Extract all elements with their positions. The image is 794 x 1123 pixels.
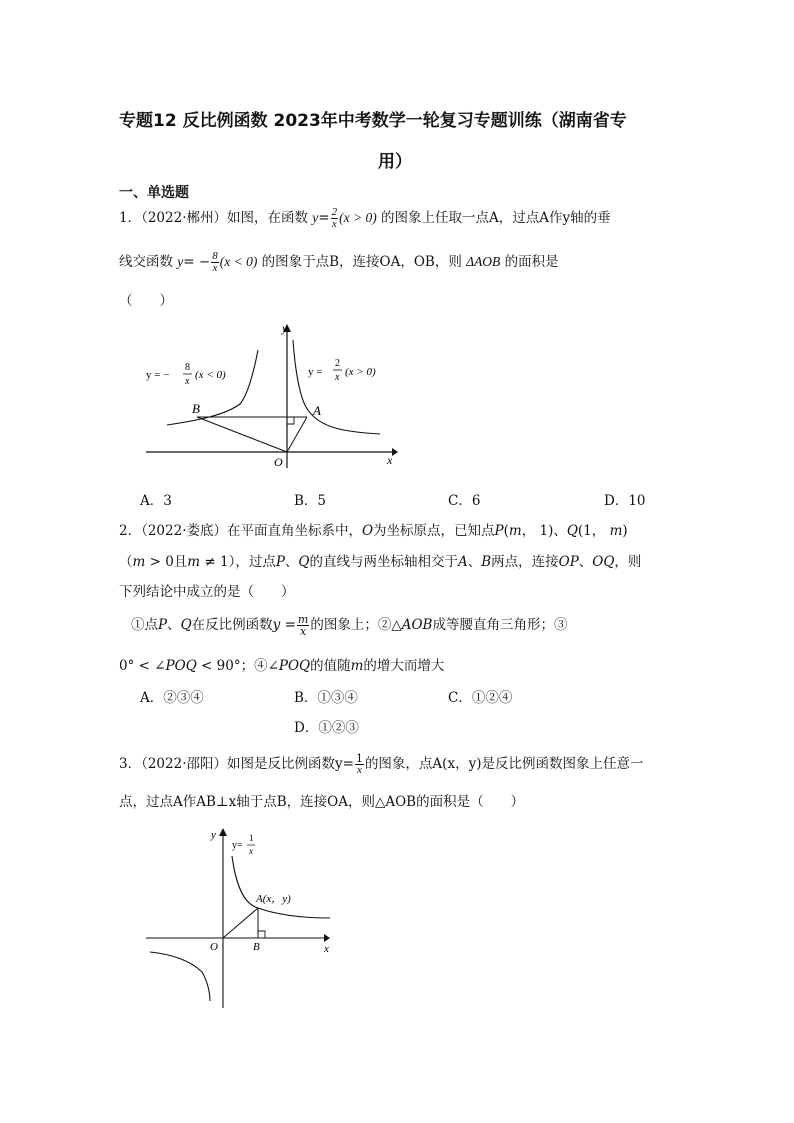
q2-option-a[interactable]: A．②③④ xyxy=(140,690,204,706)
q3-line1: 3．（2022·邵阳）如图是反比例函数y= $\frac{1}{x}$ 的图象，点A(x，y)是反比例函数图象上任意一 xyxy=(119,752,644,776)
q3-label-A: A(x，y) xyxy=(256,893,291,905)
q1-left-func-label: y = − xyxy=(146,369,170,381)
q1-label-y: y xyxy=(282,321,288,335)
q1-answer-paren: （ ） xyxy=(119,293,173,309)
q1-label-O: O xyxy=(274,455,283,469)
q1-segment-OB xyxy=(197,417,287,452)
q3-figure xyxy=(140,826,340,1011)
doc-title-line1: 专题12 反比例函数 2023年中考数学一轮复习专题训练（湖南省专 xyxy=(119,111,627,131)
q2-option-d[interactable]: D．①②③ xyxy=(294,720,359,736)
q2-line5: 0° < ∠𝑃𝑂𝑄 < 90°；④∠𝑃𝑂𝑄的值随𝑚的增大而增大 xyxy=(119,658,445,674)
q3-curve-quadrant-1 xyxy=(232,856,330,918)
q1-right-func-num: 2 xyxy=(335,358,340,369)
q1-curve-right xyxy=(293,340,380,434)
q3-label-func: y= xyxy=(232,840,243,851)
q2-line4: ①点𝑃、𝑄在反比例函数𝑦 = $\frac{\text{𝑚}}{\text{𝑥}}$ 的图象上；②△𝐴𝑂𝐵成等腰直角三角形；③ xyxy=(131,613,568,638)
q3-label-x: x xyxy=(324,943,329,955)
q1-left-func-den: x xyxy=(185,376,190,387)
q1-option-c[interactable]: C．6 xyxy=(448,493,481,509)
q1-right-func-cond: (x > 0) xyxy=(345,366,376,378)
q3-label-B: B xyxy=(253,941,260,953)
q1-option-b[interactable]: B．5 xyxy=(294,493,327,509)
q3-segment-OA xyxy=(223,908,258,938)
doc-title-line2: 用） xyxy=(378,152,412,172)
q1-option-a[interactable]: A．3 xyxy=(140,493,172,509)
section-heading: 一、单选题 xyxy=(119,185,189,201)
q1-left-func-cond: (x < 0) xyxy=(195,369,226,381)
q1-curve-left xyxy=(167,350,258,425)
q3-x-arrow xyxy=(324,934,330,942)
q1-left-func-num: 8 xyxy=(185,362,190,373)
q3-y-arrow xyxy=(219,828,227,836)
q1-line2: 线交函数 y= − $\frac{8}{x}$ (x < 0) 的图象于点B，连接OA，OB，则 ΔAOB 的面积是 xyxy=(119,250,559,274)
q2-option-c[interactable]: C．①②④ xyxy=(448,690,513,706)
q3-label-O: O xyxy=(210,941,218,953)
q2-line3: 下列结论中成立的是（ ） xyxy=(119,584,295,600)
q1-label-B: B xyxy=(192,401,200,416)
q3-curve-quadrant-3 xyxy=(150,952,210,1001)
q2-line2: （𝑚 > 0且𝑚 ≠ 1），过点𝑃、𝑄的直线与两坐标轴相交于𝐴、𝐵两点，连接𝑂𝑃、𝑂𝑄，则 xyxy=(119,554,642,570)
q2-line1: 2．（2022·娄底）在平面直角坐标系中，𝑂为坐标原点，已知点𝑃(𝑚， 1)、𝑄(1， 𝑚) xyxy=(119,523,628,539)
q1-line1: 1．（2022·郴州）如图，在函数 y= $\frac{2}{x}$ (x > 0) 的图象上任取一点A，过点A作y轴的垂 xyxy=(119,206,611,230)
q3-label-y: y xyxy=(211,829,216,841)
q1-segment-OA xyxy=(287,417,307,452)
q1-figure xyxy=(140,320,400,480)
q3-label-func-den: x xyxy=(249,846,253,856)
q1-label-x: x xyxy=(387,453,393,467)
q2-option-b[interactable]: B．①③④ xyxy=(294,690,358,706)
q1-right-func-den: x xyxy=(335,372,340,383)
q1-x-arrow xyxy=(392,448,398,456)
q1-right-angle-mark xyxy=(287,417,294,424)
q1-label-A: A xyxy=(313,403,321,418)
q3-right-angle-mark xyxy=(258,931,265,938)
q1-option-d[interactable]: D．10 xyxy=(604,493,646,509)
q3-line2: 点，过点A作AB⊥x轴于点B，连接OA，则△AOB的面积是（ ） xyxy=(119,794,525,810)
q1-right-func-label: y = xyxy=(308,366,323,378)
q3-label-func-num: 1 xyxy=(249,833,254,843)
